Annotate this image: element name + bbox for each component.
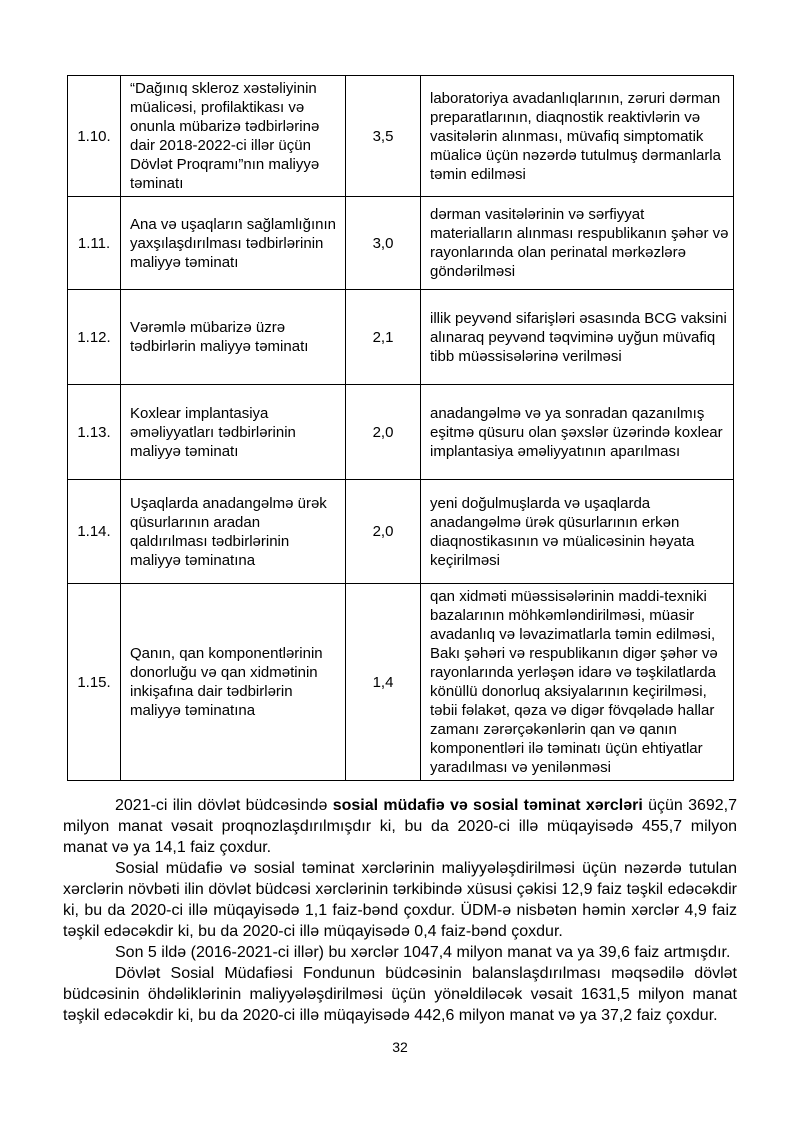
expenditure-table: [67, 75, 734, 781]
amount-value: 1,4: [346, 584, 421, 781]
table-row: [68, 480, 734, 584]
table-row: [68, 197, 734, 290]
row-number: 1.15.: [68, 584, 121, 781]
row-number: 1.14.: [68, 480, 121, 584]
row-number: 1.12.: [68, 290, 121, 385]
table-row: [68, 584, 734, 781]
measure-title: Koxlear implantasiya əməliyyatları tədbirlərinin maliyyə təminatı: [121, 385, 346, 480]
paragraph-social-protection-fund: Dövlət Sosial Müdafiəsi Fondunun büdcəsinin balanslaşdırılması məqsədilə dövlət büdcəsinin öhdəliklərinin maliyyələşdirilməsi üçün yönəldiləcək vəsait 1631,5 milyon manat təşkil edəcəkdir ki, bu da 2020-ci illə müqayisədə 442,6 milyon manat və ya 37,2 faiz çoxdur.: [63, 965, 737, 1024]
measure-purpose: qan xidməti müəssisələrinin maddi-texniki bazalarının möhkəmləndirilməsi, müasir avadanlıq və ləvazimatlarla təmin edilməsi, Bakı şəhəri və respublikanın digər şəhər və rayonlarında yerləşən idarə və təşkilatlarda könüllü donorluq aksiyalarının keçirilməsi, təbii fəlakət, qəza və digər fövqəladə hallar zamanı zərərçəkənlərin qan və qanın komponentləri ilə təminatı üçün ehtiyatlar yaradılması və yenilənməsi: [421, 584, 734, 781]
measure-purpose: dərman vasitələrinin və sərfiyyat materialların alınması respublikanın şəhər və rayonlarında olan perinatal mərkəzlərə göndərilməsi: [421, 197, 734, 290]
measure-purpose: laboratoriya avadanlıqlarının, zəruri dərman preparatlarının, diaqnostik reaktivlərin və vasitələrin alınması, müvafiq simptomatik müalicə üçün nəzərdə tutulmuş dərmanlarla təmin edilməsi: [421, 76, 734, 197]
amount-value: 2,1: [346, 290, 421, 385]
measure-title: Uşaqlarda anadangəlmə ürək qüsurlarının aradan qaldırılması tədbirlərinin maliyyə təminatına: [121, 480, 346, 584]
measure-purpose: anadangəlmə və ya sonradan qazanılmış eşitmə qüsuru olan şəxslər üzərində koxlear implantasiya əməliyyatının aparılması: [421, 385, 734, 480]
amount-value: 3,0: [346, 197, 421, 290]
measure-title: Qanın, qan komponentlərinin donorluğu və qan xidmətinin inkişafına dair tədbirlərin maliyyə təminatına: [121, 584, 346, 781]
amount-value: 2,0: [346, 385, 421, 480]
measure-title: Vərəmlə mübarizə üzrə tədbirlərin maliyyə təminatı: [121, 290, 346, 385]
paragraph-five-year-growth: Son 5 ildə (2016-2021-ci illər) bu xərclər 1047,4 milyon manat va ya 39,6 faiz artmışdır.: [115, 944, 731, 961]
body-text: [63, 795, 737, 1026]
table-row: [68, 385, 734, 480]
amount-value: 2,0: [346, 480, 421, 584]
paragraph-social-expenditure: [63, 795, 737, 858]
paragraph-share-of-budget: Sosial müdafiə və sosial təminat xərclərinin maliyyələşdirilməsi üçün nəzərdə tutulan xərclərin növbəti ilin dövlət büdcəsi xərclərinin tərkibində xüsusi çəkisi 12,9 faiz təşkil edəcəkdir ki, bu da 2020-ci illə müqayisədə 1,1 faiz-bənd çoxdur. ÜDM-ə nisbətən həmin xərclər 4,9 faiz təşkil edəcəkdir ki, bu da 2020-ci illə müqayisədə 0,4 faiz-bənd çoxdur.: [63, 860, 737, 940]
row-number: 1.13.: [68, 385, 121, 480]
paragraph-text: üçün 3692,7 milyon manat vəsait proqnozlaşdırılmışdır ki, bu da 2020-ci illə müqayisədə 455,7 milyon manat və ya 14,1 faiz çoxdur.: [63, 797, 738, 856]
paragraph-text: 2021-ci ilin dövlət büdcəsində: [115, 797, 333, 814]
bold-phrase-social-protection: sosial müdafiə və sosial təminat xərcləri: [332, 797, 643, 814]
row-number: 1.11.: [68, 197, 121, 290]
measure-purpose: yeni doğulmuşlarda və uşaqlarda anadangəlmə ürək qüsurlarının erkən diaqnostikasının və müalicəsinin həyata keçirilməsi: [421, 480, 734, 584]
measure-title: Ana və uşaqların sağlamlığının yaxşılaşdırılması tədbirlərinin maliyyə təminatı: [121, 197, 346, 290]
table-row: [68, 76, 734, 197]
measure-purpose: illik peyvənd sifarişləri əsasında BCG vaksini alınaraq peyvənd təqviminə uyğun müvafiq tibb müəssisələrinə verilməsi: [421, 290, 734, 385]
measure-title: “Dağınıq skleroz xəstəliyinin müalicəsi, profilaktikası və onunla mübarizə tədbirlərinə dair 2018-2022-ci illər üçün Dövlət Proqramı”nın maliyyə təminatı: [121, 76, 346, 197]
amount-value: 3,5: [346, 76, 421, 197]
page-number: 32: [392, 1039, 408, 1055]
table-row: [68, 290, 734, 385]
row-number: 1.10.: [68, 76, 121, 197]
